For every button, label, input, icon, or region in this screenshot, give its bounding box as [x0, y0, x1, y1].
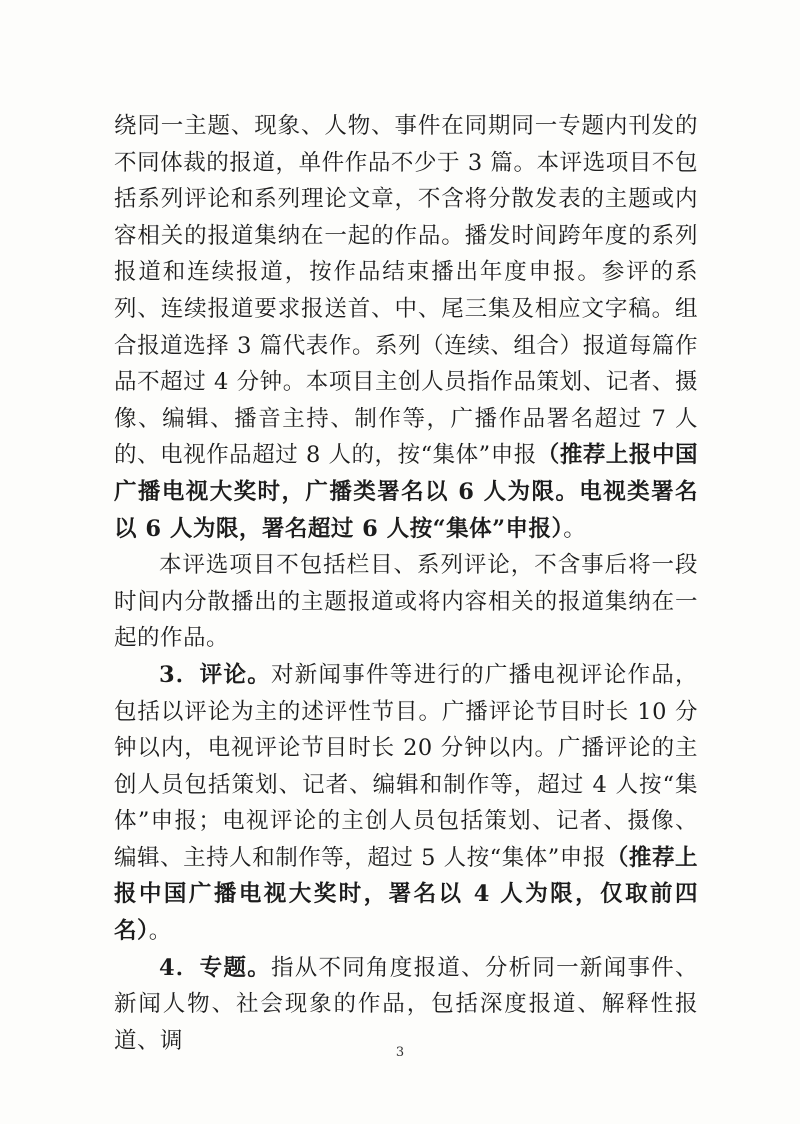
paragraph-series-reports — [114, 108, 698, 547]
paragraph-exclusions: 本评选项目不包括栏目、系列评论，不含事后将一段时间内分散播出的主题报道或将内容相关的报道集纳在一起的作品。 — [114, 552, 698, 652]
paragraph-feature-text: 指从不同角度报道、分析同一新闻事件、新闻人物、社会现象的作品，包括深度报道、解释性报道、调 — [114, 954, 698, 1054]
body-text — [114, 108, 698, 1059]
paragraph-commentary — [114, 657, 698, 950]
paragraph-commentary-end: 。 — [148, 918, 172, 945]
paragraph-feature — [114, 950, 698, 1060]
paragraph-commentary-heading: 3．评论。 — [159, 661, 271, 688]
paragraph-series-reports-end: 。 — [563, 515, 587, 542]
paragraph-commentary-text: 对新闻事件等进行的广播电视评论作品，包括以评论为主的述评性节目。广播评论节目时长 10 分钟以内，电视评论节目时长 20 分钟以内。广播评论的主创人员包括策划、记者、编辑和制作等，超过 4 人按“集体”申报；电视评论的主创人员包括策划、记者、摄像、编辑、主持人和制作等，超过 5 人按“集体”申报 — [114, 661, 698, 871]
paragraph-feature-heading: 4．专题。 — [159, 954, 271, 981]
paragraph-series-reports-text: 绕同一主题、现象、人物、事件在同期同一专题内刊发的不同体裁的报道，单件作品不少于 3 篇。本评选项目不包括系列评论和系列理论文章，不含将分散发表的主题或内容相关的报道集纳在一起的作品。播发时间跨年度的系列报道和连续报道，按作品结束播出年度申报。参评的系列、连续报道要求报送首、中、尾三集及相应文字稿。组合报道选择 3 篇代表作。系列（连续、组合）报道每篇作品不超过 4 分钟。本项目主创人员指作品策划、记者、摄像、编辑、播音主持、制作等，广播作品署名超过 7 人的、电视作品超过 8 人的，按“集体”申报 — [114, 113, 698, 469]
paragraph-series-reports-bold-note: （推荐上报中国广播电视大奖时，广播类署名以 6 人为限。电视类署名以 6 人为限，署名超过 6 人按“集体”申报） — [114, 442, 698, 542]
page-number: 3 — [395, 1045, 405, 1060]
paragraph-commentary-bold-note: （推荐上报中国广播电视大奖时，署名以 4 人为限，仅取前四名） — [114, 844, 698, 945]
